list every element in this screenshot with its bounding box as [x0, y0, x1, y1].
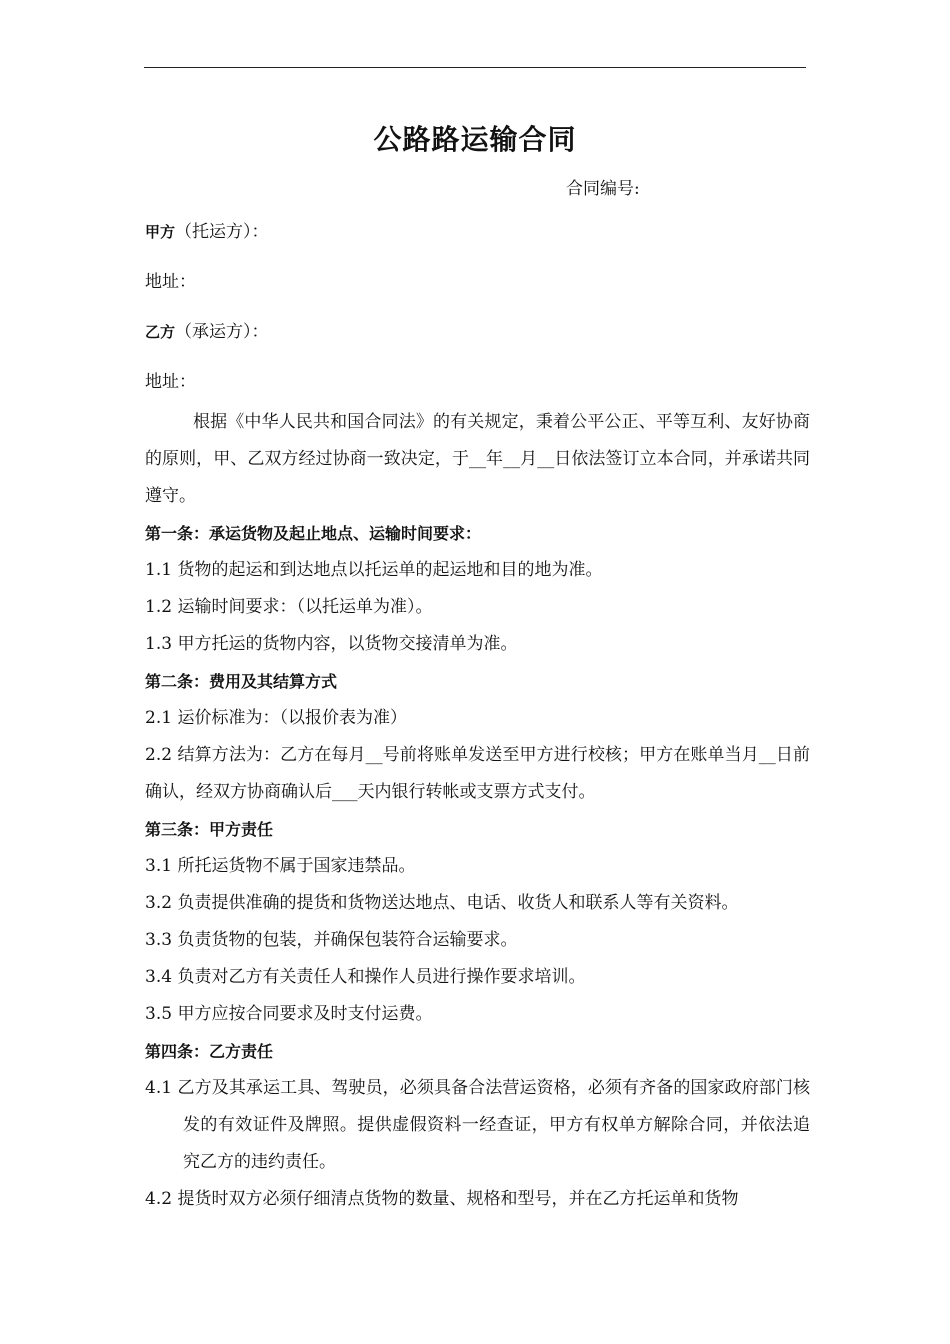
contract-body — [145, 404, 810, 1218]
clause-3-2: 3.2 负责提供准确的提货和货物送达地点、电话、收货人和联系人等有关资料。 — [145, 893, 739, 913]
clause-2-2: 2.2 结算方法为：乙方在每月__号前将账单发送至甲方进行校核；甲方在账单当月__日前确认，经双方协商确认后___天内银行转帐或支票方式支付。 — [145, 745, 810, 802]
section-heading: 第四条：乙方责任 — [145, 1042, 274, 1061]
party-a-detail: （托运方）： — [175, 222, 269, 242]
section-heading: 第二条：费用及其结算方式 — [145, 672, 338, 691]
preamble-paragraph: 根据《中华人民共和国合同法》的有关规定，秉着公平公正、平等互利、友好协商的原则，甲、乙双方经过协商一致决定，于__年__月__日依法签订立本合同，并承诺共同遵守。 — [145, 412, 810, 506]
party-a-address: 地址： — [145, 272, 196, 292]
clause-4-1: 4.1 乙方及其承运工具、驾驶员，必须具备合法营运资格，必须有齐备的国家政府部门核发的有效证件及牌照。提供虚假资料一经查证，甲方有权单方解除合同，并依法追究乙方的违约责任。 — [145, 1078, 810, 1172]
clause-1-3: 1.3 甲方托运的货物内容，以货物交接清单为准。 — [145, 634, 518, 654]
clause-3-5: 3.5 甲方应按合同要求及时支付运费。 — [145, 1004, 433, 1024]
party-b-line — [145, 317, 269, 342]
clause-2-1: 2.1 运价标准为：（以报价表为准） — [145, 708, 407, 728]
section-heading: 第三条：甲方责任 — [145, 820, 274, 839]
party-b-address: 地址： — [145, 372, 196, 392]
contract-number-label: 合同编号: — [566, 179, 640, 199]
document-title: 公路路运输合同 — [373, 123, 577, 156]
section-heading: 第一条：承运货物及起止地点、运输时间要求： — [145, 524, 482, 543]
party-b-label: 乙方 — [145, 323, 176, 341]
clause-3-1: 3.1 所托运货物不属于国家违禁品。 — [145, 856, 416, 876]
party-b-detail: （承运方）： — [175, 322, 269, 342]
clause-3-4: 3.4 负责对乙方有关责任人和操作人员进行操作要求培训。 — [145, 967, 586, 987]
party-a-line — [145, 217, 269, 242]
clause-1-2: 1.2 运输时间要求：（以托运单为准）。 — [145, 597, 433, 617]
clause-3-3: 3.3 负责货物的包装，并确保包装符合运输要求。 — [145, 930, 518, 950]
clause-1-1: 1.1 货物的起运和到达地点以托运单的起运地和目的地为准。 — [145, 560, 603, 580]
header-rule — [144, 67, 806, 68]
party-a-label: 甲方 — [145, 223, 176, 241]
clause-4-2: 4.2 提货时双方必须仔细清点货物的数量、规格和型号，并在乙方托运单和货物 — [145, 1189, 739, 1209]
